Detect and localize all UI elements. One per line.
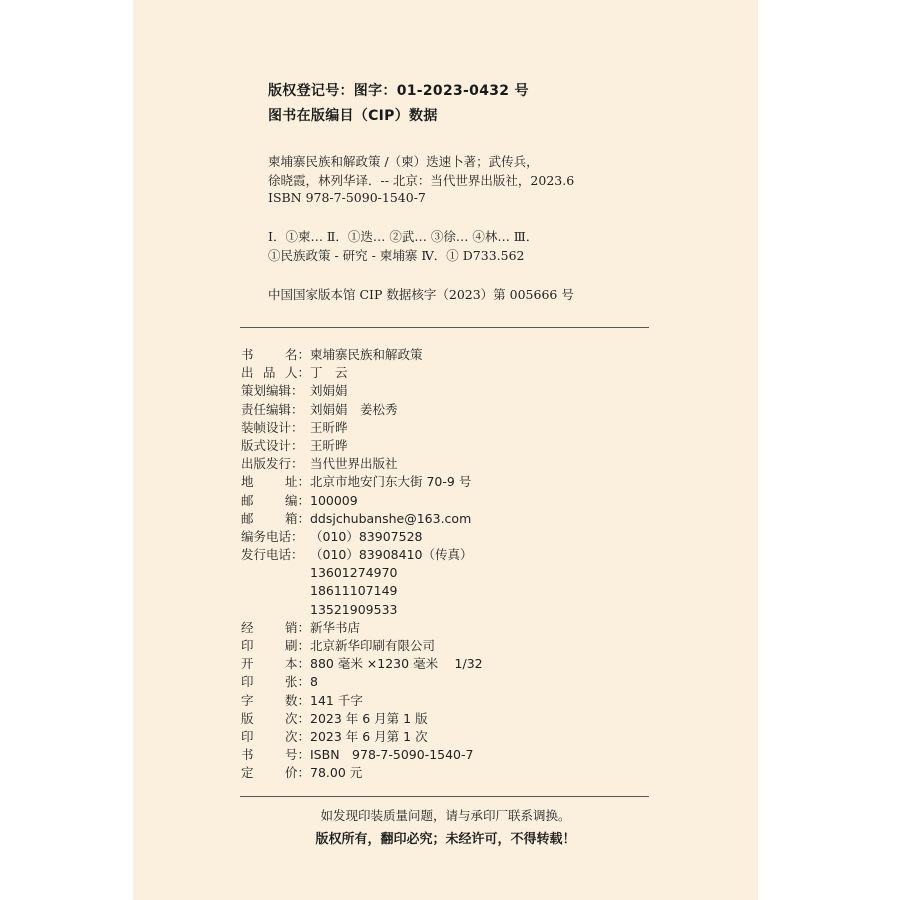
detail-row	[241, 692, 483, 710]
detail-row	[241, 473, 483, 491]
rights-notice: 版权所有，翻印必究；未经许可，不得转载！	[315, 832, 576, 847]
detail-label	[241, 419, 310, 437]
detail-value: 柬埔寨民族和解政策	[310, 347, 423, 362]
detail-row	[241, 510, 483, 528]
detail-label	[241, 728, 310, 746]
cip-title: 图书在版编目（CIP）数据	[268, 108, 438, 124]
detail-label	[241, 437, 310, 455]
detail-value: 北京新华印刷有限公司	[310, 638, 436, 653]
detail-label-part: 书	[241, 347, 254, 362]
detail-row	[241, 746, 483, 764]
detail-label-part: 张：	[284, 674, 310, 690]
detail-value: 141 千字	[310, 692, 363, 708]
detail-value: 100009	[310, 492, 358, 508]
cip-line: ISBN 978-7-5090-1540-7	[268, 190, 426, 205]
detail-label-part: 号：	[284, 747, 310, 763]
detail-label-part: 销：	[284, 619, 310, 635]
detail-label-part: 书	[241, 747, 254, 763]
detail-label	[241, 455, 310, 473]
detail-value: ISBN 978-7-5090-1540-7	[310, 747, 474, 763]
detail-row	[241, 655, 483, 673]
detail-row	[241, 764, 483, 782]
detail-row	[241, 382, 483, 400]
detail-value: 13521909533	[310, 601, 398, 617]
detail-label	[241, 401, 310, 419]
detail-label	[241, 601, 310, 619]
detail-value: 刘娟娟	[310, 383, 348, 399]
detail-label-part: 人：	[284, 365, 310, 381]
detail-value: 当代世界出版社	[310, 456, 398, 472]
detail-label	[241, 528, 310, 546]
detail-row	[241, 582, 483, 600]
detail-row	[241, 401, 483, 419]
detail-label-part: 装帧设计：	[241, 419, 304, 435]
copyright-page	[133, 0, 758, 900]
detail-label-part: 名：	[284, 347, 310, 362]
detail-label-part: 编：	[284, 492, 310, 508]
detail-value: 78.00 元	[310, 765, 363, 781]
detail-label-part: 定	[241, 765, 254, 781]
detail-value: 18611107149	[310, 583, 398, 599]
detail-label-part: 发行电话：	[241, 547, 304, 563]
detail-label-part: 品	[262, 365, 276, 381]
detail-label	[241, 655, 310, 673]
detail-row	[241, 455, 483, 473]
detail-label	[241, 673, 310, 691]
detail-label	[241, 382, 310, 400]
cip-line: 柬埔寨民族和解政策 /（柬）迭速卜著；武传兵，	[268, 154, 539, 169]
detail-label-part: 箱：	[284, 510, 310, 526]
detail-label-part: 经	[241, 619, 254, 635]
detail-label-part: 策划编辑：	[241, 383, 304, 399]
detail-label-part: 邮	[241, 510, 254, 526]
detail-value: 刘娟娟 姜松秀	[310, 401, 398, 417]
cip-line: ①民族政策 - 研究 - 柬埔寨 Ⅳ．① D733.562	[268, 248, 525, 263]
detail-label-part: 出版发行：	[241, 456, 304, 472]
divider	[240, 796, 649, 797]
detail-value: 王昕晔	[310, 419, 348, 435]
cip-line: 徐晓霞，林列华译．-- 北京：当代世界出版社，2023.6	[268, 173, 575, 188]
detail-row	[241, 492, 483, 510]
copyright-registration: 版权登记号：图字：01-2023-0432 号	[268, 83, 529, 99]
detail-row	[241, 637, 483, 655]
detail-label	[241, 710, 310, 728]
detail-label	[241, 492, 310, 510]
detail-label	[241, 473, 310, 491]
detail-label-part: 出	[241, 365, 254, 381]
detail-label-part: 责任编辑：	[241, 401, 304, 417]
detail-row	[241, 364, 483, 382]
detail-label	[241, 564, 310, 582]
detail-label-part: 次：	[284, 710, 310, 726]
detail-value: 丁 云	[310, 365, 348, 381]
detail-label-part: 字	[241, 692, 254, 708]
detail-label	[241, 619, 310, 637]
detail-label-part: 印	[241, 638, 254, 653]
detail-value: 王昕晔	[310, 437, 348, 453]
divider	[240, 327, 649, 328]
cip-data-number: 中国国家版本馆 CIP 数据核字（2023）第 005666 号	[268, 287, 574, 302]
detail-value: 2023 年 6 月第 1 版	[310, 710, 428, 726]
publication-details	[241, 346, 483, 783]
detail-label-part: 刷：	[284, 638, 310, 653]
detail-label-part: 次：	[284, 728, 310, 744]
detail-label	[241, 546, 310, 564]
detail-row	[241, 419, 483, 437]
detail-value: 880 毫米 ×1230 毫米 1/32	[310, 656, 483, 672]
detail-label	[241, 764, 310, 782]
detail-label-part: 开	[241, 656, 254, 672]
detail-label	[241, 510, 310, 528]
detail-row	[241, 346, 483, 364]
detail-row	[241, 673, 483, 691]
detail-label	[241, 746, 310, 764]
detail-value: （010）83907528	[310, 528, 423, 544]
cip-line: Ⅰ．①柬… Ⅱ．①迭… ②武… ③徐… ④林… Ⅲ．	[268, 229, 539, 244]
detail-row	[241, 619, 483, 637]
detail-row	[241, 564, 483, 582]
detail-label-part: 印	[241, 728, 254, 744]
detail-value: 北京市地安门东大街 70-9 号	[310, 474, 472, 490]
detail-label-part: 本：	[284, 656, 310, 672]
detail-value: 8	[310, 674, 318, 690]
detail-label	[241, 582, 310, 600]
detail-row	[241, 437, 483, 455]
detail-row	[241, 601, 483, 619]
detail-row	[241, 710, 483, 728]
detail-value: （010）83908410（传真）	[310, 547, 473, 563]
detail-label	[241, 364, 310, 382]
detail-label-part: 编务电话：	[241, 528, 304, 544]
detail-label	[241, 692, 310, 710]
detail-label-part: 版	[241, 710, 254, 726]
detail-label-part: 邮	[241, 492, 254, 508]
detail-label-part: 价：	[284, 765, 310, 781]
detail-label-part: 数：	[284, 692, 310, 708]
detail-row	[241, 528, 483, 546]
detail-row	[241, 728, 483, 746]
detail-value: ddsjchubanshe@163.com	[310, 510, 472, 526]
detail-label-part: 印	[241, 674, 254, 690]
detail-label	[241, 346, 310, 364]
detail-value: 2023 年 6 月第 1 次	[310, 728, 428, 744]
detail-row	[241, 546, 483, 564]
detail-label-part: 址：	[284, 474, 310, 490]
detail-value: 13601274970	[310, 565, 398, 581]
detail-label-part: 地	[241, 474, 254, 490]
quality-notice: 如发现印装质量问题，请与承印厂联系调换。	[320, 808, 571, 823]
detail-value: 新华书店	[310, 619, 361, 635]
detail-label	[241, 637, 310, 655]
detail-label-part: 版式设计：	[241, 437, 304, 453]
